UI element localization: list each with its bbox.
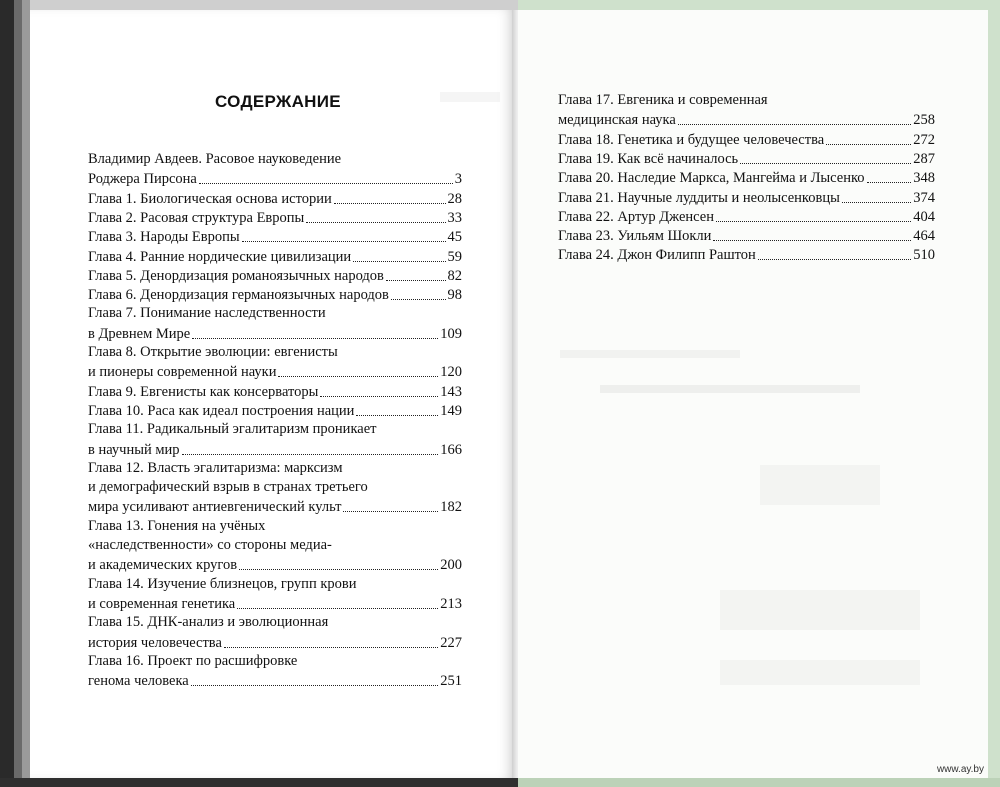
toc-entry-row: [558, 149, 935, 168]
toc-entry-row: [88, 208, 462, 227]
toc-entry-row: [88, 440, 462, 459]
dot-leader: [192, 338, 438, 339]
dot-leader: [713, 240, 911, 241]
toc-entry-text: Глава 23. Уильям Шокли: [558, 228, 712, 245]
toc-entry-text: Глава 18. Генетика и будущее человечества: [558, 131, 825, 148]
toc-entry-text: Глава 8. Открытие эволюции: евгенисты: [88, 344, 338, 360]
toc-entry-text: Глава 3. Народы Европы: [88, 229, 240, 246]
bleed-through-mark: [560, 350, 740, 358]
toc-entry-text: в научный мир: [88, 441, 180, 458]
toc-entry-text: «наследственности» со стороны медиа-: [88, 537, 332, 553]
cover-edge-bottom: [518, 778, 1000, 787]
toc-page-number: 120: [440, 364, 462, 381]
scanner-edge-bottom: [0, 778, 518, 787]
cover-edge-right: [988, 0, 1000, 787]
toc-entry-text: Роджера Пирсона: [88, 171, 197, 188]
toc-entry-row: [88, 285, 462, 304]
toc-entry-text: Глава 17. Евгеника и современная: [558, 92, 768, 108]
dot-leader: [758, 259, 911, 260]
dot-leader: [343, 511, 438, 512]
dot-leader: [867, 182, 912, 183]
toc-entry-row: [558, 130, 935, 149]
bleed-through-mark: [440, 92, 500, 102]
toc-entry-text: Глава 16. Проект по расшифровке: [88, 652, 298, 669]
bleed-through-mark: [760, 465, 880, 505]
toc-page-number: 82: [447, 267, 462, 284]
bleed-through-mark: [720, 590, 920, 630]
toc-entry-text: Глава 11. Радикальный эгалитаризм проникает: [88, 421, 377, 438]
toc-page-number: 149: [440, 402, 462, 419]
dot-leader: [740, 163, 911, 164]
toc-page-number: 374: [913, 189, 935, 206]
toc-entry-row: [88, 189, 462, 208]
dot-leader: [826, 144, 911, 145]
toc-entry-row: [88, 497, 462, 516]
toc-entry-row: [88, 671, 462, 690]
bleed-through-mark: [600, 385, 860, 393]
dot-leader: [278, 376, 438, 377]
toc-entry-row: [88, 633, 462, 652]
toc-entry-row: [558, 245, 935, 264]
toc-entry-text: Глава 15. ДНК-анализ и эволюционная: [88, 614, 329, 631]
toc-entry-row: [88, 247, 462, 266]
watermark: www.ay.by: [936, 764, 984, 775]
toc-entry-row: [558, 168, 935, 187]
toc-page-number: 28: [447, 190, 462, 207]
toc-entry-row: [88, 324, 462, 343]
toc-entry-text: медицинская наука: [558, 112, 676, 129]
toc-page-number: 200: [440, 557, 462, 574]
toc-title: СОДЕРЖАНИЕ: [215, 92, 341, 111]
toc-page-number: 213: [440, 595, 462, 612]
toc-entry-text: мира усиливают антиевгенический культ: [88, 499, 342, 516]
toc-entry-row: [88, 555, 462, 574]
toc-page-number: 98: [447, 287, 462, 304]
toc-entry-text: и академических кругов: [88, 557, 238, 574]
toc-entry-text: Глава 19. Как всё начиналось: [558, 150, 739, 167]
toc-page-number: 166: [440, 441, 462, 458]
toc-entry-text: Глава 9. Евгенисты как консерваторы: [88, 383, 319, 400]
toc-entry-text: Глава 4. Ранние нордические цивилизации: [88, 248, 352, 265]
dot-leader: [306, 222, 445, 223]
toc-entry-row: [558, 226, 935, 245]
toc-page-number: 182: [440, 499, 462, 516]
toc-entry-text: в Древнем Мире: [88, 325, 191, 342]
toc-entry-text: Глава 1. Биологическая основа истории: [88, 190, 332, 207]
dot-leader: [356, 415, 438, 416]
dot-leader: [242, 241, 446, 242]
toc-entry-text: и пионеры современной науки: [88, 364, 277, 381]
toc-entry-text: Глава 14. Изучение близнецов, групп крови: [88, 575, 357, 592]
toc-entry-text: Глава 2. Расовая структура Европы: [88, 209, 305, 226]
toc-page-number: 59: [447, 248, 462, 265]
toc-page-number: 45: [447, 229, 462, 246]
toc-entry-row: [88, 227, 462, 246]
dot-leader: [391, 299, 446, 300]
toc-page-number: 227: [440, 634, 462, 651]
toc-entry-text: Глава 5. Денордизация романоязычных народов: [88, 267, 384, 284]
toc-entry-row: [88, 266, 462, 285]
toc-entry-text: история человечества: [88, 634, 222, 651]
toc-entry-text: генома человека: [88, 673, 189, 690]
toc-entry-row: [558, 188, 935, 207]
toc-entry-row: [88, 382, 462, 401]
dot-leader: [353, 261, 445, 262]
toc-entry-text: Глава 21. Научные луддиты и неолысенковцы: [558, 189, 840, 206]
toc-entry-text: Глава 7. Понимание наследственности: [88, 305, 326, 322]
cover-edge-top: [518, 0, 1000, 10]
toc-page-number: 258: [913, 112, 935, 129]
toc-entry-text: Глава 12. Власть эгалитаризма: марксизм: [88, 459, 343, 476]
toc-entry-row: [88, 401, 462, 420]
toc-page-number: 251: [440, 673, 462, 690]
dot-leader: [842, 202, 911, 203]
toc-entry-text: Владимир Авдеев. Расовое науковедение: [88, 151, 342, 167]
dot-leader: [224, 647, 438, 648]
bleed-through-mark: [720, 660, 920, 685]
toc-page-number: 109: [440, 325, 462, 342]
toc-entry-text: и современная генетика: [88, 595, 236, 612]
toc-page-number: 404: [913, 208, 935, 225]
toc-entry-row: [88, 362, 462, 381]
toc-entry-row: [88, 594, 462, 613]
toc-entry-row: [88, 169, 462, 188]
dot-leader: [239, 569, 438, 570]
dot-leader: [678, 124, 911, 125]
toc-entry-text: Глава 13. Гонения на учёных: [88, 517, 266, 534]
toc-entry-text: и демографический взрыв в странах третьего: [88, 479, 368, 496]
dot-leader: [199, 183, 453, 184]
dot-leader: [334, 203, 446, 204]
toc-page-number: 143: [440, 383, 462, 400]
toc-entry-text: Глава 22. Артур Дженсен: [558, 208, 714, 225]
toc-entry-text: Глава 24. Джон Филипп Раштон: [558, 247, 756, 264]
toc-page-number: 464: [913, 228, 935, 245]
dot-leader: [386, 280, 446, 281]
toc-page-number: 348: [913, 170, 935, 187]
toc-page-number: 287: [913, 150, 935, 167]
toc-entry-row: [558, 207, 935, 226]
dot-leader: [716, 221, 911, 222]
toc-entry-row: [558, 110, 935, 129]
dot-leader: [237, 608, 438, 609]
toc-page-number: 33: [447, 209, 462, 226]
dot-leader: [191, 685, 439, 686]
toc-page-number: 510: [913, 247, 935, 264]
toc-entry-text: Глава 20. Наследие Маркса, Мангейма и Лысенко: [558, 170, 865, 187]
dot-leader: [320, 396, 438, 397]
dot-leader: [182, 454, 439, 455]
toc-entry-text: Глава 6. Денордизация германоязычных народов: [88, 287, 389, 304]
toc-page-number: 272: [913, 131, 935, 148]
toc-entry-text: Глава 10. Раса как идеал построения нации: [88, 402, 355, 419]
toc-page-number: 3: [454, 171, 462, 188]
